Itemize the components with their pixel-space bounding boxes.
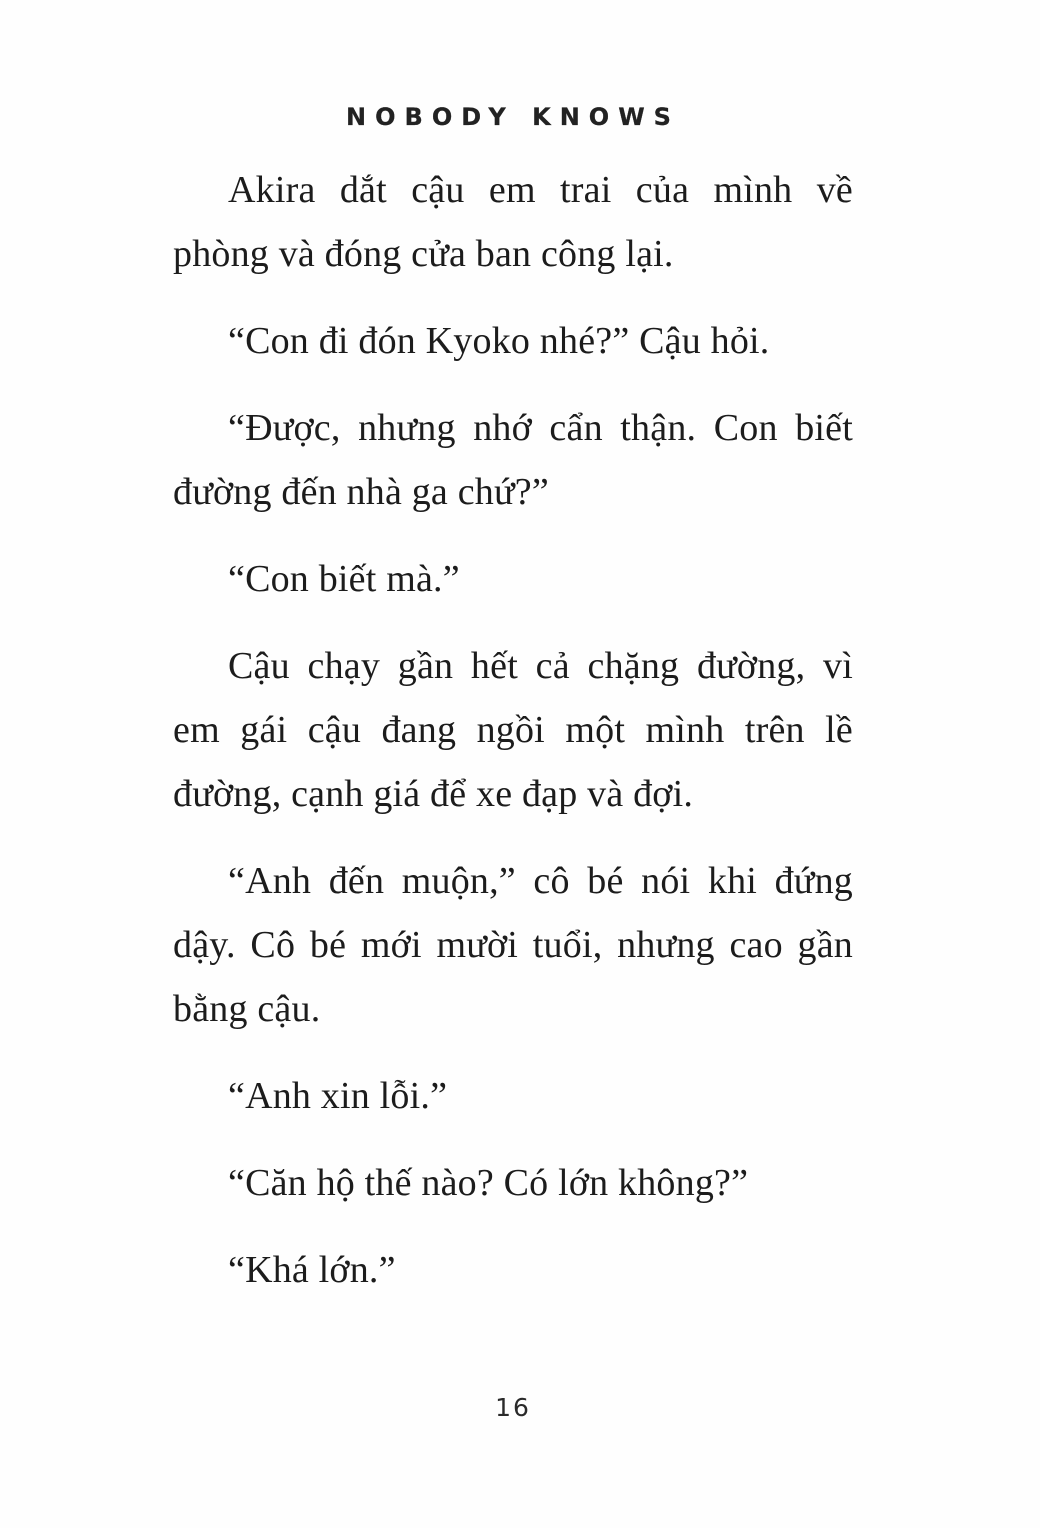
body-text bbox=[173, 158, 853, 1302]
paragraph: “Khá lớn.” bbox=[228, 1249, 396, 1291]
paragraph: “Anh xin lỗi.” bbox=[228, 1075, 448, 1117]
paragraph: Cậu chạy gần hết cả chặng đường, vì em gái cậu đang ngồi một mình trên lề đường, cạnh giá để xe đạp và đợi. bbox=[173, 645, 853, 815]
paragraph: “Anh đến muộn,” cô bé nói khi đứng dậy. Cô bé mới mười tuổi, nhưng cao gần bằng cậu. bbox=[173, 860, 853, 1030]
paragraph: “Được, nhưng nhớ cẩn thận. Con biết đường đến nhà ga chứ?” bbox=[173, 407, 853, 513]
paragraph: “Con đi đón Kyoko nhé?” Cậu hỏi. bbox=[228, 320, 770, 362]
page-number: 16 bbox=[495, 1393, 531, 1422]
paragraph: Akira dắt cậu em trai của mình về phòng và đóng cửa ban công lại. bbox=[173, 169, 853, 275]
paragraph: “Căn hộ thế nào? Có lớn không?” bbox=[228, 1162, 749, 1204]
paragraph: “Con biết mà.” bbox=[228, 558, 460, 600]
running-header-title: NOBODY KNOWS bbox=[346, 103, 680, 131]
